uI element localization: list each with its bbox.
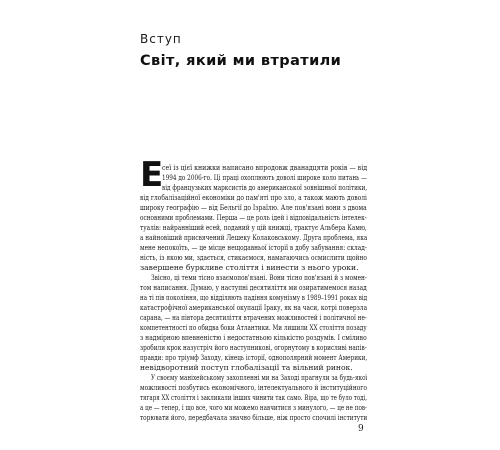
text-line: від глобалізаційної економіки до пам'яті про зло, а також мають доволі: [140, 193, 367, 202]
text-line: правди: про тріумф Заходу, кінець історії, однополярний момент Америки,: [140, 353, 367, 362]
text-line: компетентності по обидва боки Атлантики. Ми лишили XX століття позаду: [140, 323, 367, 332]
text-line: з надмірною впевненістю і недостатньою кількістю роздумів. І сміливо: [140, 333, 367, 342]
text-line: від французьких марксистів до американської зовнішньої політики,: [162, 183, 367, 192]
section-label: Вступ: [140, 32, 182, 46]
text-line: торювати його, передбачала значно більше, ніж просто спочилі інститути: [140, 413, 367, 422]
text-line: на ті пів покоління, що відділяють падіння комунізму в 1989–1991 роках від: [140, 293, 367, 302]
chapter-title: Світ, який ми втратили: [140, 53, 342, 69]
text-line: У своєму маніхейському захопленні ми на Заході прагнули за будь-якої: [151, 373, 367, 382]
text-line: ність, із якою ми, здається, стикаємося, намагаючись осмислити щойно: [140, 253, 367, 262]
drop-cap: Е: [140, 155, 164, 195]
text-line: можливості позбутись економічного, інтелектуального й інституційного: [140, 383, 367, 392]
page-number: 9: [358, 424, 364, 434]
text-line: Звісно, ці теми тісно взаємопов'язані. Вони тісно пов'язані й з момен-: [151, 273, 367, 282]
text-line: катастрофічної американської окупації Іраку, як на часи, котрі поверзла: [140, 303, 367, 312]
text-line: основними проблемами. Перша — це роль ідей і відповідальність інтелек-: [140, 213, 367, 222]
text-line: а це — тепер, і що все, чого ми можемо навчитися з минулого, — це не пов-: [140, 403, 367, 412]
text-line: широку географію — від Бельгії до Ізраїлю. Але пов'язані вони з двома: [140, 203, 367, 212]
text-line: сарана, — на півтора десятиліття втрачених можливостей і політичної не-: [140, 313, 367, 322]
text-line: зробили крок назустріч його наступникові, огорнутому в корисливі напів-: [140, 343, 367, 352]
text-line: мене непокоїть, — це місце нещодавньої історії в добу забування: склад-: [140, 243, 367, 252]
text-line: невідворотний поступ глобалізації та вільний ринок.: [140, 363, 353, 372]
text-line: том написання. Думаю, у наступні десятиліття ми озиратимемося назад: [140, 283, 367, 292]
text-line: туалів: найранніший есей, поданий у цій книжці, трактує Альбера Камю,: [140, 223, 367, 232]
text-line: сеї із цієї книжки написано впродовж дванадцяти років — від: [162, 163, 367, 172]
text-line: 1994 до 2006-го. Ці праці охоплюють доволі широке коло питань —: [162, 173, 367, 182]
text-line: а найновіший присвячений Лешеку Колаковському. Друга проблема, яка: [140, 233, 367, 242]
text-line: завершене буркливе століття і винести з нього уроки.: [140, 263, 359, 272]
text-line: тягаря XX століття і закликали інших чинити так само. Віра, що те було тоді,: [140, 393, 367, 402]
